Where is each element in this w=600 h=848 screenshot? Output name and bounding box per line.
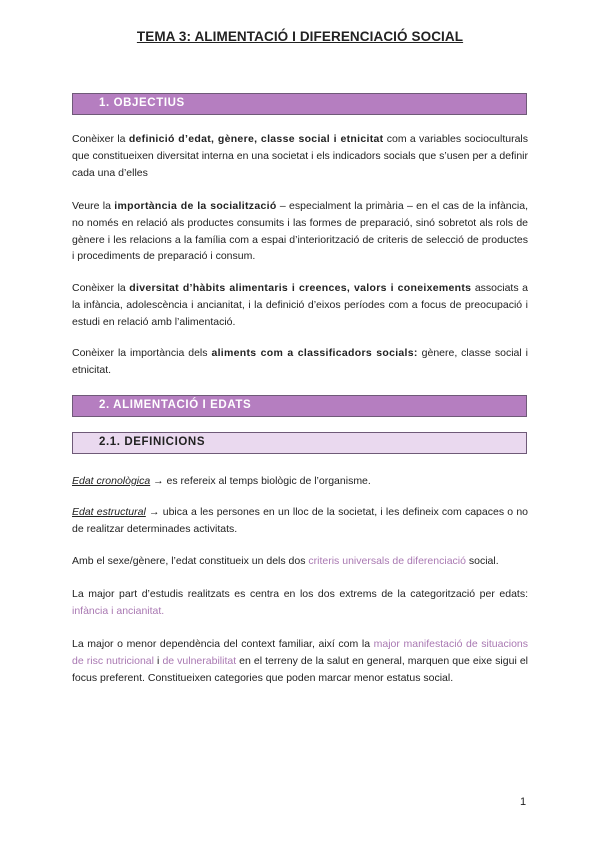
bold-text: aliments com a classificadors socials: [211, 347, 418, 359]
text-run: gènere, classe social i etnicitat. [72, 347, 528, 376]
text-run: Amb el sexe/gènere, l’edat constitueix un dels dos [72, 555, 309, 567]
subsection-heading-label: 2.1. DEFINICIONS [99, 436, 206, 448]
subsection-heading-definicions [72, 432, 527, 454]
defined-term: Edat cronològica [72, 475, 151, 487]
section-heading-label: 1. OBJECTIUS [99, 97, 185, 109]
bold-text: definició d’edat, gènere, classe social i etnicitat [128, 133, 384, 145]
bold-text: importància de la socialització [114, 200, 277, 212]
paragraph-estudis [72, 586, 528, 620]
text-run: La major part d’estudis realitzats es centra en los dos extrems de la categorització per edats: [72, 588, 528, 600]
highlighted-text: de vulnerabilitat [162, 654, 237, 667]
paragraph-objective-3 [72, 280, 528, 330]
text-run: La major o menor dependència del context familiar, així com la [72, 638, 374, 650]
page-number: 1 [520, 796, 527, 808]
highlighted-text: major manifestació de situacions de risc nutricional [72, 638, 529, 667]
section-heading-label: 2. ALIMENTACIÓ I EDATS [99, 399, 252, 411]
paragraph-objective-4 [72, 345, 528, 379]
paragraph-criteris [72, 553, 528, 570]
text-run: en el terreny de la salut en general, marquen que eixe sigui el focus preferent. Constitueixen categories que poden marcar menor estatus social. [72, 654, 529, 684]
defined-term: Edat estructural [72, 506, 146, 518]
paragraph-objective-2 [72, 198, 528, 265]
text-run: Veure la [72, 200, 115, 212]
highlighted-text: infància i ancianitat. [72, 604, 165, 617]
text-run: Conèixer la [72, 133, 129, 145]
bold-text: diversitat d’hàbits alimentaris i creences, valors i coneixements [129, 282, 472, 294]
text-run: i [153, 654, 163, 667]
paragraph-dependencia [72, 636, 528, 686]
highlighted-text: criteris universals de diferenciació [308, 555, 466, 567]
text-run: associats a la infància, adolescència i ancianitat, i la definició d’eixos períodes com a focus de preocupació i estudi en relació amb l’alimentació. [72, 282, 528, 328]
section-heading-objectius [72, 93, 527, 115]
document-title: TEMA 3: ALIMENTACIÓ I DIFERENCIACIÓ SOCIAL [136, 29, 464, 44]
section-heading-alimentacio-edats [72, 395, 527, 417]
paragraph-edat-cronologica [72, 473, 528, 490]
text-run: → es refereix al temps biològic de l’organisme. [150, 475, 371, 487]
text-run: → ubica a les persones en un lloc de la societat, i les defineix com capaces o no de realitzar determinades activitats. [72, 506, 528, 535]
text-run: social. [465, 555, 499, 567]
text-run: – especialment la primària – en el cas de la infància, no només en relació als productes consumits i las formes de preparació, sinó sobretot als rols de gènere i les relacions a la família com a espai d’interiorització de criteris de selecció de productes i procediments de preparació i consum. [72, 200, 528, 263]
paragraph-edat-estructural [72, 504, 528, 538]
paragraph-objective-1 [72, 131, 528, 181]
text-run: com a variables socioculturals que constitueixen diversitat interna en una societat i els indicadors socials que s’usen per a definir cada una d’elles [72, 133, 529, 179]
text-run: Conèixer la importància dels [72, 347, 212, 359]
text-run: Conèixer la [72, 282, 130, 294]
